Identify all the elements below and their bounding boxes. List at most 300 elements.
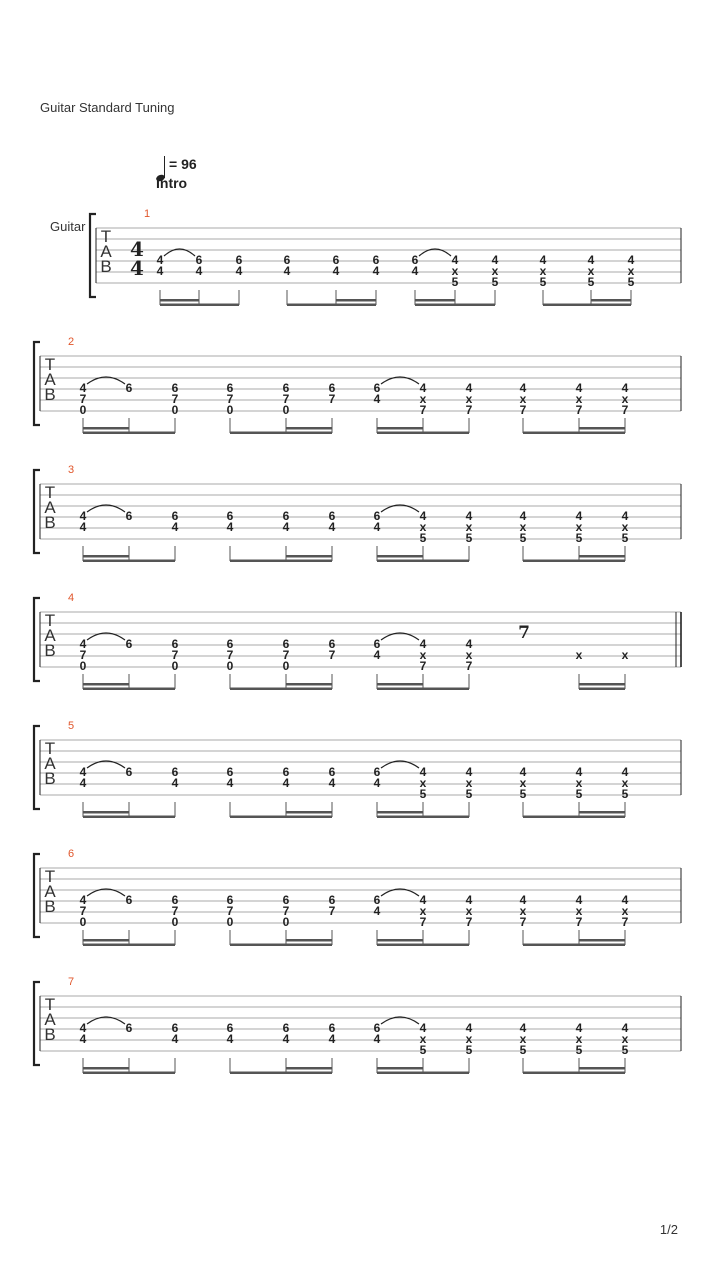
secondary-beam [286, 427, 332, 430]
fret-number: 5 [465, 531, 473, 545]
dead-note: x [465, 520, 473, 534]
fret-number: 6 [282, 893, 290, 907]
secondary-beam [415, 299, 455, 302]
fret-number: 7 [419, 403, 427, 417]
tab-clef-letter: T [44, 611, 56, 630]
instrument-label: Guitar [50, 219, 86, 234]
fret-number: 4 [587, 253, 595, 267]
beam [83, 944, 175, 947]
tab-clef-letter: B [44, 769, 56, 788]
system-bracket [90, 214, 96, 297]
tab-clef-letter: A [44, 498, 56, 517]
fret-number: 5 [621, 1043, 629, 1057]
fret-number: 7 [621, 915, 629, 929]
fret-number: 4 [575, 381, 583, 395]
tab-clef-letter: T [44, 995, 56, 1014]
page-indicator: 1/2 [659, 1222, 678, 1237]
system-bracket [34, 854, 40, 937]
fret-number: 4 [621, 893, 629, 907]
fret-number: 6 [373, 765, 381, 779]
time-signature-top: 4 [130, 237, 144, 261]
fret-number: 4 [373, 1032, 381, 1046]
fret-number: 4 [171, 776, 179, 790]
tab-clef-letter: T [44, 483, 56, 502]
dead-note: x [519, 904, 527, 918]
fret-number: 6 [195, 253, 203, 267]
dead-note: x [519, 392, 527, 406]
fret-number: 0 [282, 403, 290, 417]
secondary-beam [286, 555, 332, 558]
measure-number: 2 [68, 336, 75, 348]
time-signature-bottom: 4 [130, 256, 144, 280]
fret-number: 7 [419, 659, 427, 673]
tab-system [0, 461, 720, 573]
secondary-beam [83, 811, 129, 814]
fret-number: 4 [575, 893, 583, 907]
secondary-beam [83, 1067, 129, 1070]
fret-number: 5 [419, 787, 427, 801]
fret-number: 5 [621, 531, 629, 545]
fret-number: 4 [79, 1032, 87, 1046]
dead-note: x [419, 648, 427, 662]
tuning-label: Guitar Standard Tuning [40, 100, 175, 115]
dead-note: x [419, 776, 427, 790]
fret-number: 4 [465, 509, 473, 523]
dead-note: x [465, 648, 473, 662]
fret-number: 4 [419, 893, 427, 907]
secondary-beam [377, 939, 423, 942]
fret-number: 5 [575, 1043, 583, 1057]
beam [377, 1072, 469, 1075]
beam [543, 304, 631, 307]
fret-number: 4 [79, 381, 87, 395]
fret-number: 6 [283, 253, 291, 267]
dead-note: x [419, 1032, 427, 1046]
fret-number: 4 [519, 1021, 527, 1035]
secondary-beam [579, 427, 625, 430]
fret-number: 4 [226, 520, 234, 534]
fret-number: 6 [372, 253, 380, 267]
beam [377, 560, 469, 563]
fret-number: 7 [519, 915, 527, 929]
fret-number: 4 [575, 509, 583, 523]
fret-number: 0 [171, 915, 179, 929]
fret-number: 6 [226, 509, 234, 523]
fret-number: 5 [419, 1043, 427, 1057]
fret-number: 6 [235, 253, 243, 267]
fret-number: 6 [373, 1021, 381, 1035]
tab-staff-svg [0, 589, 720, 701]
dead-note: x [575, 392, 583, 406]
fret-number: 6 [125, 1021, 133, 1035]
tab-clef-letter: A [44, 1010, 56, 1029]
fret-number: 4 [373, 520, 381, 534]
measure-number: 7 [68, 976, 75, 988]
fret-number: 7 [328, 648, 336, 662]
fret-number: 7 [79, 392, 87, 406]
fret-number: 6 [328, 637, 336, 651]
tab-clef-letter: B [44, 1025, 56, 1044]
fret-number: 4 [328, 776, 336, 790]
beam [523, 560, 625, 563]
fret-number: 4 [451, 253, 459, 267]
beam [415, 304, 495, 307]
fret-number: 4 [235, 264, 243, 278]
fret-number: 4 [328, 1032, 336, 1046]
fret-number: 6 [282, 1021, 290, 1035]
fret-number: 4 [519, 765, 527, 779]
measure-number: 1 [144, 208, 151, 220]
fret-number: 4 [282, 1032, 290, 1046]
fret-number: 0 [171, 403, 179, 417]
fret-number: 4 [373, 904, 381, 918]
fret-number: 0 [226, 659, 234, 673]
tab-clef-letter: B [44, 513, 56, 532]
beam [287, 304, 376, 307]
dead-note: x [587, 264, 595, 278]
fret-number: 4 [195, 264, 203, 278]
secondary-beam [160, 299, 199, 302]
fret-number: 7 [465, 915, 473, 929]
fret-number: 7 [282, 392, 290, 406]
dead-note: x [575, 520, 583, 534]
fret-number: 7 [171, 392, 179, 406]
fret-number: 4 [79, 637, 87, 651]
fret-number: 6 [226, 765, 234, 779]
fret-number: 7 [465, 403, 473, 417]
beam [230, 944, 332, 947]
beam [377, 688, 469, 691]
beam [160, 304, 239, 307]
section-label: Intro [156, 175, 188, 191]
beam [230, 688, 332, 691]
beam [377, 816, 469, 819]
fret-number: 6 [226, 381, 234, 395]
fret-number: 7 [171, 648, 179, 662]
fret-number: 4 [373, 776, 381, 790]
system-bracket [34, 982, 40, 1065]
fret-number: 4 [79, 509, 87, 523]
dead-note: x [621, 392, 629, 406]
tab-staff-svg [0, 845, 720, 957]
fret-number: 6 [171, 381, 179, 395]
fret-number: 4 [282, 776, 290, 790]
tab-clef-letter: A [44, 370, 56, 389]
beam [83, 1072, 175, 1075]
fret-number: 0 [171, 659, 179, 673]
fret-number: 4 [621, 381, 629, 395]
fret-number: 6 [411, 253, 419, 267]
beam [230, 816, 332, 819]
secondary-beam [591, 299, 631, 302]
fret-number: 4 [621, 1021, 629, 1035]
dead-note: x [519, 1032, 527, 1046]
fret-number: 6 [373, 893, 381, 907]
fret-number: 5 [519, 531, 527, 545]
fret-number: 6 [171, 509, 179, 523]
secondary-beam [579, 555, 625, 558]
fret-number: 7 [226, 392, 234, 406]
fret-number: 6 [171, 637, 179, 651]
fret-number: 6 [332, 253, 340, 267]
fret-number: 6 [328, 765, 336, 779]
fret-number: 4 [519, 381, 527, 395]
fret-number: 6 [328, 1021, 336, 1035]
fret-number: 5 [539, 275, 547, 289]
fret-number: 4 [226, 776, 234, 790]
fret-number: 6 [328, 893, 336, 907]
beam [230, 560, 332, 563]
dead-note: x [465, 776, 473, 790]
secondary-beam [377, 427, 423, 430]
secondary-beam [83, 427, 129, 430]
fret-number: 7 [575, 403, 583, 417]
fret-number: 5 [621, 787, 629, 801]
fret-number: 5 [491, 275, 499, 289]
fret-number: 0 [226, 403, 234, 417]
secondary-beam [286, 939, 332, 942]
dead-note: x [519, 520, 527, 534]
fret-number: 4 [627, 253, 635, 267]
fret-number: 4 [621, 509, 629, 523]
fret-number: 7 [575, 915, 583, 929]
fret-number: 4 [156, 253, 164, 267]
measure-number: 5 [68, 720, 75, 732]
measure-number: 6 [68, 848, 75, 860]
fret-number: 0 [79, 915, 87, 929]
dead-note: x [419, 520, 427, 534]
fret-number: 5 [465, 787, 473, 801]
tab-clef-letter: T [44, 739, 56, 758]
tab-clef-letter: A [44, 882, 56, 901]
secondary-beam [377, 555, 423, 558]
beam [83, 816, 175, 819]
measure-number: 3 [68, 464, 75, 476]
secondary-beam [286, 1067, 332, 1070]
fret-number: 5 [451, 275, 459, 289]
fret-number: 4 [575, 1021, 583, 1035]
dead-note: x [575, 776, 583, 790]
fret-number: 4 [79, 520, 87, 534]
fret-number: 0 [282, 659, 290, 673]
fret-number: 0 [79, 659, 87, 673]
fret-number: 6 [282, 509, 290, 523]
tab-staff-svg [0, 973, 720, 1085]
dead-note: x [621, 1032, 629, 1046]
beam [83, 560, 175, 563]
fret-number: 4 [465, 765, 473, 779]
tab-system [0, 205, 720, 317]
fret-number: 0 [79, 403, 87, 417]
fret-number: 6 [373, 637, 381, 651]
fret-number: 6 [125, 893, 133, 907]
fret-number: 4 [79, 893, 87, 907]
dead-note: x [465, 1032, 473, 1046]
system-bracket [34, 470, 40, 553]
fret-number: 4 [282, 520, 290, 534]
dead-note: x [621, 904, 629, 918]
fret-number: 4 [373, 648, 381, 662]
tab-clef-letter: B [44, 385, 56, 404]
tab-system [0, 973, 720, 1085]
tab-clef-letter: B [44, 641, 56, 660]
eighth-rest-icon: 7 [518, 623, 530, 643]
fret-number: 6 [226, 637, 234, 651]
fret-number: 5 [627, 275, 635, 289]
fret-number: 4 [372, 264, 380, 278]
fret-number: 7 [465, 659, 473, 673]
secondary-beam [377, 811, 423, 814]
tab-system [0, 589, 720, 701]
fret-number: 4 [79, 1021, 87, 1035]
tab-staff-svg [0, 333, 720, 445]
fret-number: 7 [282, 648, 290, 662]
secondary-beam [377, 1067, 423, 1070]
tempo-value: = 96 [169, 156, 197, 172]
fret-number: 7 [171, 904, 179, 918]
beam [377, 944, 469, 947]
measure-number: 4 [68, 592, 75, 604]
fret-number: 4 [519, 893, 527, 907]
fret-number: 4 [373, 392, 381, 406]
tab-system [0, 333, 720, 445]
dead-note: x [575, 648, 583, 662]
fret-number: 5 [519, 787, 527, 801]
fret-number: 6 [125, 509, 133, 523]
secondary-beam [336, 299, 376, 302]
secondary-beam [83, 683, 129, 686]
dead-note: x [451, 264, 459, 278]
tab-clef-letter: A [44, 626, 56, 645]
tab-clef-letter: A [100, 242, 112, 261]
beam [579, 688, 625, 691]
dead-note: x [575, 1032, 583, 1046]
dead-note: x [419, 904, 427, 918]
fret-number: 0 [226, 915, 234, 929]
fret-number: 7 [282, 904, 290, 918]
tab-staff-svg [0, 461, 720, 573]
fret-number: 7 [328, 392, 336, 406]
secondary-beam [377, 683, 423, 686]
secondary-beam [579, 939, 625, 942]
fret-number: 4 [419, 381, 427, 395]
fret-number: 6 [125, 765, 133, 779]
fret-number: 4 [519, 509, 527, 523]
fret-number: 4 [226, 1032, 234, 1046]
fret-number: 4 [79, 776, 87, 790]
tab-clef-letter: B [100, 257, 112, 276]
system-bracket [34, 342, 40, 425]
fret-number: 5 [575, 531, 583, 545]
fret-number: 6 [328, 509, 336, 523]
fret-number: 4 [156, 264, 164, 278]
fret-number: 4 [419, 637, 427, 651]
fret-number: 6 [171, 765, 179, 779]
beam [523, 432, 625, 435]
fret-number: 4 [419, 509, 427, 523]
beam [523, 1072, 625, 1075]
tab-staff-svg [0, 205, 720, 317]
tab-clef-letter: B [44, 897, 56, 916]
fret-number: 6 [171, 1021, 179, 1035]
beam [377, 432, 469, 435]
tab-clef-letter: A [44, 754, 56, 773]
fret-number: 4 [465, 1021, 473, 1035]
fret-number: 7 [79, 904, 87, 918]
dead-note: x [575, 904, 583, 918]
tab-staff-svg [0, 717, 720, 829]
tab-clef-letter: T [44, 867, 56, 886]
dead-note: x [621, 520, 629, 534]
secondary-beam [579, 1067, 625, 1070]
fret-number: 7 [226, 904, 234, 918]
fret-number: 4 [465, 381, 473, 395]
fret-number: 7 [419, 915, 427, 929]
fret-number: 4 [419, 765, 427, 779]
fret-number: 4 [79, 765, 87, 779]
fret-number: 6 [373, 509, 381, 523]
fret-number: 7 [621, 403, 629, 417]
secondary-beam [286, 683, 332, 686]
fret-number: 6 [125, 637, 133, 651]
tab-system [0, 717, 720, 829]
fret-number: 4 [491, 253, 499, 267]
fret-number: 5 [587, 275, 595, 289]
beam [83, 688, 175, 691]
fret-number: 7 [328, 904, 336, 918]
fret-number: 4 [465, 893, 473, 907]
system-bracket [34, 598, 40, 681]
dead-note: x [621, 648, 629, 662]
fret-number: 4 [411, 264, 419, 278]
fret-number: 4 [419, 1021, 427, 1035]
fret-number: 4 [539, 253, 547, 267]
tab-system [0, 845, 720, 957]
fret-number: 4 [328, 520, 336, 534]
fret-number: 0 [282, 915, 290, 929]
fret-number: 6 [171, 893, 179, 907]
beam [523, 816, 625, 819]
dead-note: x [621, 776, 629, 790]
secondary-beam [579, 811, 625, 814]
dead-note: x [491, 264, 499, 278]
fret-number: 7 [79, 648, 87, 662]
fret-number: 6 [226, 893, 234, 907]
fret-number: 5 [419, 531, 427, 545]
secondary-beam [83, 939, 129, 942]
fret-number: 5 [465, 1043, 473, 1057]
secondary-beam [286, 811, 332, 814]
beam [83, 432, 175, 435]
beam [230, 432, 332, 435]
dead-note: x [465, 904, 473, 918]
tab-clef-letter: T [44, 355, 56, 374]
fret-number: 6 [226, 1021, 234, 1035]
fret-number: 4 [621, 765, 629, 779]
dead-note: x [539, 264, 547, 278]
fret-number: 7 [226, 648, 234, 662]
dead-note: x [465, 392, 473, 406]
dead-note: x [519, 776, 527, 790]
secondary-beam [579, 683, 625, 686]
dead-note: x [627, 264, 635, 278]
fret-number: 6 [328, 381, 336, 395]
fret-number: 6 [282, 765, 290, 779]
fret-number: 7 [519, 403, 527, 417]
fret-number: 6 [125, 381, 133, 395]
fret-number: 6 [282, 381, 290, 395]
fret-number: 6 [282, 637, 290, 651]
